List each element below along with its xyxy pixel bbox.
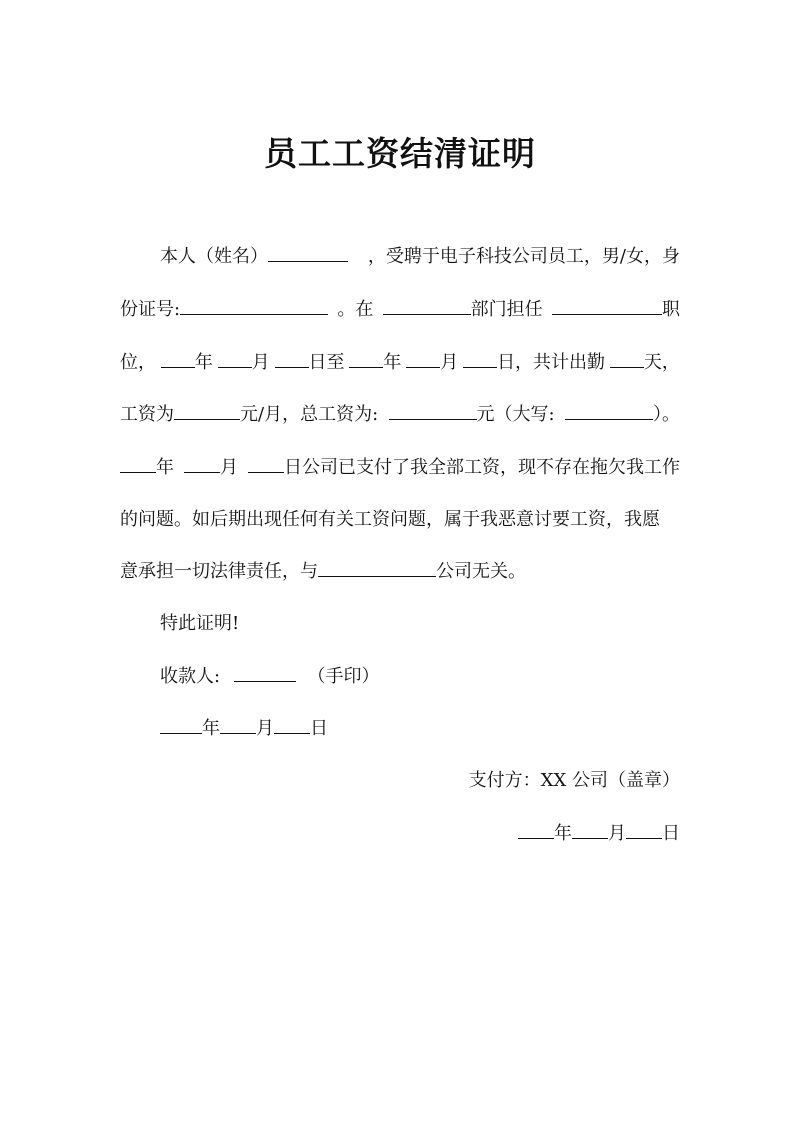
- body-line-1: [160, 241, 680, 273]
- total-salary-label: 元/月，总工资为:: [240, 404, 379, 425]
- recipient-month-label: 月: [256, 718, 274, 739]
- start-year-blank[interactable]: [161, 347, 195, 368]
- closing-statement: 特此证明!: [160, 613, 240, 634]
- monthly-salary-blank[interactable]: [174, 399, 240, 420]
- position-suffix: 位，: [120, 352, 156, 373]
- payer-date-line: [120, 818, 680, 850]
- id-number-blank[interactable]: [180, 294, 328, 315]
- recipient-year-blank[interactable]: [160, 713, 202, 734]
- days-label: 天，: [643, 352, 680, 373]
- body-line-5: [120, 452, 680, 484]
- end-month-blank[interactable]: [406, 347, 440, 368]
- recipient-label: 收款人:: [160, 666, 221, 687]
- start-day-blank[interactable]: [275, 347, 309, 368]
- fingerprint-label: （手印）: [307, 666, 380, 687]
- payer-line: 支付方：XX 公司（盖章）: [468, 770, 680, 791]
- position-text: 职: [661, 299, 680, 320]
- amount-close: ）。: [653, 404, 680, 425]
- name-label: 本人（姓名）: [160, 246, 268, 267]
- paid-month-blank[interactable]: [184, 452, 220, 473]
- recipient-month-blank[interactable]: [220, 713, 256, 734]
- payer-year-label: 年: [554, 823, 572, 844]
- text-at: 。在: [337, 299, 374, 320]
- document-title: 员工工资结清证明: [264, 134, 536, 173]
- department-blank[interactable]: [383, 294, 471, 315]
- recipient-day-label: 日: [310, 718, 328, 739]
- payer-month-label: 月: [608, 823, 626, 844]
- company-unrelated-text: 公司无关。: [436, 561, 526, 582]
- id-number-label: 份证号:: [120, 299, 181, 320]
- start-month-blank[interactable]: [218, 347, 252, 368]
- recipient-date-line: [160, 713, 680, 745]
- attendance-days-blank[interactable]: [610, 347, 644, 368]
- body-line-2: [120, 294, 680, 326]
- end-year-blank[interactable]: [349, 347, 383, 368]
- body-line-7: [120, 556, 680, 588]
- end-month-label: 月: [440, 352, 459, 373]
- paid-day-blank[interactable]: [248, 452, 284, 473]
- attendance-label: 日，共计出勤: [497, 352, 606, 373]
- paid-year-blank[interactable]: [120, 452, 156, 473]
- start-year-label: 年: [194, 352, 213, 373]
- start-day-label: 日至: [308, 352, 345, 373]
- end-day-blank[interactable]: [463, 347, 497, 368]
- employment-text: ，受聘于电子科技公司员工，男/女，身: [367, 246, 680, 267]
- start-month-label: 月: [251, 352, 270, 373]
- department-text: 部门担任: [470, 299, 543, 320]
- position-blank[interactable]: [552, 294, 662, 315]
- total-salary-blank[interactable]: [389, 399, 477, 420]
- payer-day-blank[interactable]: [626, 818, 662, 839]
- recipient-line: [160, 661, 680, 693]
- name-blank[interactable]: [268, 241, 348, 262]
- liability-text: 意承担一切法律责任，与: [120, 561, 318, 582]
- paid-month-label: 月: [220, 457, 238, 478]
- body-line-3: [120, 347, 680, 379]
- payer-year-blank[interactable]: [518, 818, 554, 839]
- payer-day-label: 日: [662, 823, 680, 844]
- amount-uppercase-label: 元（大写:: [476, 404, 555, 425]
- recipient-blank[interactable]: [234, 661, 296, 682]
- recipient-day-blank[interactable]: [274, 713, 310, 734]
- company-blank[interactable]: [318, 556, 436, 577]
- recipient-year-label: 年: [202, 718, 220, 739]
- salary-label: 工资为: [120, 404, 174, 425]
- body-line-4: [120, 399, 680, 431]
- payer-month-blank[interactable]: [572, 818, 608, 839]
- end-year-label: 年: [383, 352, 402, 373]
- paid-year-label: 年: [156, 457, 174, 478]
- payment-statement: 日公司已支付了我全部工资，现不存在拖欠我工作: [284, 457, 680, 478]
- amount-uppercase-blank[interactable]: [565, 399, 653, 420]
- body-line-6: 的问题。如后期出现任何有关工资问题，属于我恶意讨要工资，我愿: [120, 509, 660, 530]
